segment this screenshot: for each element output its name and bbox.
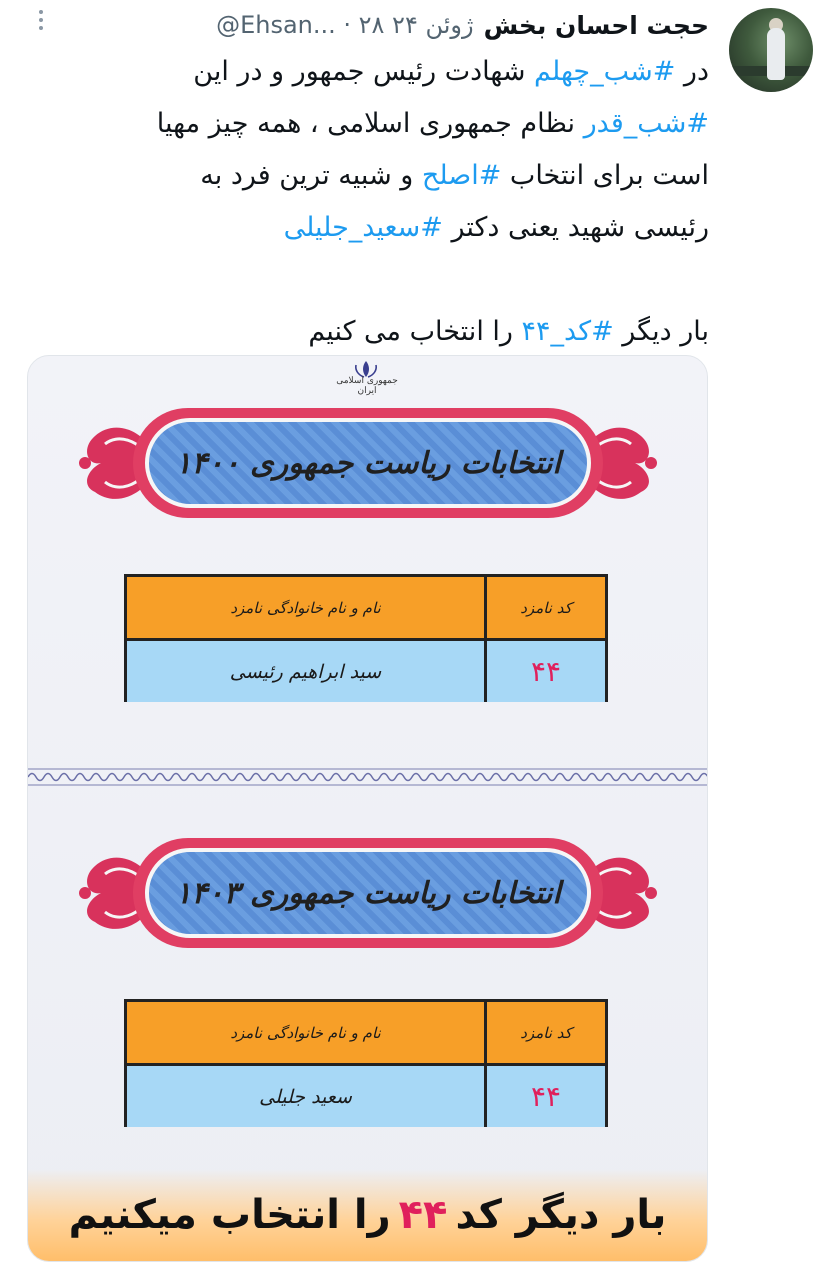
tweet-line <box>34 306 709 358</box>
name-header: نام و نام خانوادگی نامزد <box>230 1023 381 1042</box>
tweet-line <box>34 98 709 150</box>
candidate-code: ۴۴ <box>484 641 605 702</box>
tweet-header <box>30 8 709 42</box>
ornamental-divider <box>28 766 707 788</box>
candidate-table-1403 <box>124 999 608 1127</box>
candidate-table-1400 <box>124 574 608 702</box>
table-row <box>127 641 605 702</box>
tweet-text-segment: نظام جمهوری اسلامی ، همه چیز مهیا <box>156 108 584 139</box>
election-banner-1403 <box>73 838 663 948</box>
candidate-name: سید ابراهیم رئیسی <box>229 660 382 683</box>
table-header-row <box>127 1002 605 1066</box>
tweet-text-segment: را انتخاب می کنیم <box>308 316 522 347</box>
banner-inner <box>145 848 591 938</box>
code-header: کد نامزد <box>484 577 605 638</box>
more-options-icon[interactable] <box>30 10 52 30</box>
banner-title: انتخابات ریاست جمهوری ۱۴۰۳ <box>175 875 561 911</box>
candidate-code: ۴۴ <box>484 1066 605 1127</box>
tweet-text-segment: و شبیه ترین فرد به <box>200 160 422 191</box>
handle-and-time[interactable]: @Ehsan... · ۲۸ ژوئن ۲۴ <box>216 11 474 39</box>
tweet-blank-line <box>34 254 709 306</box>
hashtag-link[interactable]: #کد_۴۴ <box>521 316 614 347</box>
table-header-row <box>127 577 605 641</box>
banner-inner <box>145 418 591 508</box>
tweet-line <box>34 202 709 254</box>
tweet-text-segment: بار دیگر <box>613 316 709 347</box>
table-row <box>127 1066 605 1127</box>
tweet-text-segment: است برای انتخاب <box>501 160 709 191</box>
slogan-suffix: را انتخاب میکنیم <box>68 1192 391 1238</box>
candidate-name: سعید جلیلی <box>259 1085 352 1108</box>
election-banner-1400 <box>73 408 663 518</box>
tweet-text <box>34 46 709 358</box>
hashtag-link[interactable]: #شب_قدر <box>583 108 709 139</box>
tweet-line <box>34 150 709 202</box>
tweet-text-segment: شهادت رئیس جمهور و در این <box>193 56 535 87</box>
hashtag-link[interactable]: #اصلح <box>421 160 502 191</box>
code-header: کد نامزد <box>484 1002 605 1063</box>
tweet-image[interactable] <box>27 355 708 1262</box>
slogan <box>28 1169 707 1261</box>
slogan-prefix: بار دیگر کد <box>455 1192 667 1238</box>
name-header: نام و نام خانوادگی نامزد <box>230 598 381 617</box>
avatar[interactable] <box>729 8 813 92</box>
emblem-caption: جمهوری اسلامی ایران <box>336 376 398 396</box>
author-name[interactable]: حجت احسان بخش <box>483 10 709 40</box>
tweet-text-segment: در <box>675 56 709 87</box>
avatar-figure <box>767 28 785 80</box>
tweet-text-segment: رئیسی شهید یعنی دکتر <box>442 212 709 243</box>
tweet-line <box>34 46 709 98</box>
hashtag-link[interactable]: #شب_چهلم <box>534 56 676 87</box>
slogan-code: ۴۴ <box>398 1192 448 1238</box>
hashtag-link[interactable]: #سعید_جلیلی <box>283 212 443 243</box>
banner-title: انتخابات ریاست جمهوری ۱۴۰۰ <box>175 445 561 481</box>
